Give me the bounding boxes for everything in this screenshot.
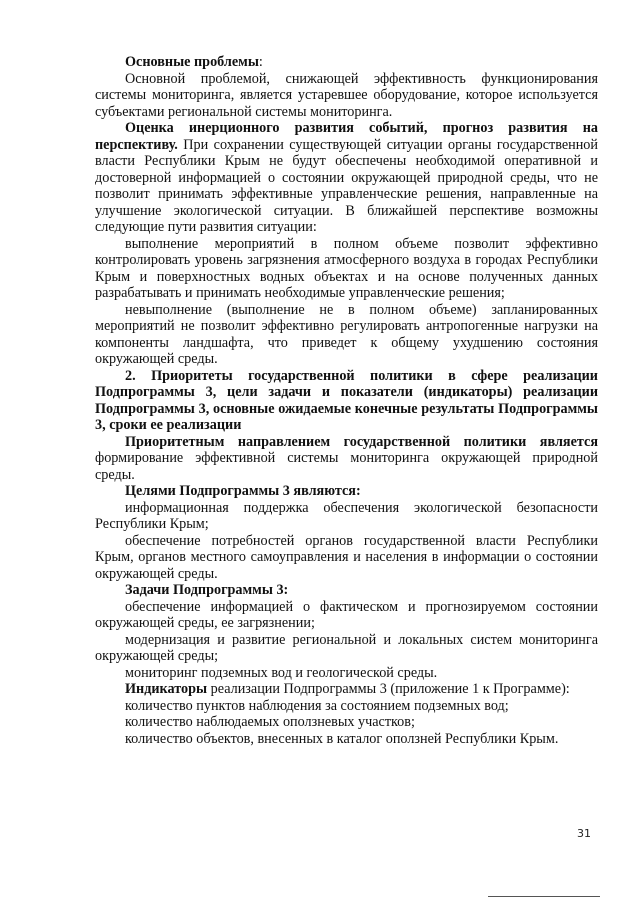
goal-item: обеспечение потребностей органов государственной власти Республики Крым, органов местного самоуправления и населения в информации о состоянии окружающей среды. [95, 532, 598, 582]
indicator-item: количество пунктов наблюдения за состоянием подземных вод; [125, 697, 509, 714]
indicator-item: количество объектов, внесенных в каталог оползней Республики Крым. [125, 730, 559, 747]
main-problems-heading-paragraph [95, 54, 598, 71]
indicators-heading: Индикаторы [125, 681, 208, 697]
priority-text: формирование эффективной системы мониторинга окружающей природной среды. [95, 450, 598, 483]
task-item: модернизация и развитие региональной и локальных систем мониторинга окружающей среды; [95, 631, 598, 664]
indicators-paragraph [95, 681, 598, 698]
indicator-item: количество наблюдаемых оползневых участков; [125, 714, 415, 730]
goal-item: информационная поддержка обеспечения экологической безопасности Республики Крым; [95, 499, 598, 532]
forecast-text: При сохранении существующей ситуации органы государственной власти Республики Крым не будут обеспечены необходимой оперативной и достоверной информацией о состоянии окружающей природной среды, что не позволит принимать эффективные управленческие решения, направленные на улучшение экологической ситуации. В ближайшей перспективе возможны следующие пути развития ситуации: [95, 136, 598, 235]
document-page [95, 54, 598, 747]
main-problems-heading: Основные проблемы [125, 54, 259, 70]
page-number: 31 [577, 827, 591, 840]
main-problems-colon: : [258, 54, 263, 70]
task-item: обеспечение информацией о фактическом и прогнозируемом состоянии окружающей среды, ее загрязнении; [95, 598, 598, 631]
task-item: мониторинг подземных вод и геологической среды. [125, 664, 438, 681]
tasks-heading: Задачи Подпрограммы 3: [125, 582, 289, 598]
section-2-heading: 2. Приоритеты государственной политики в сфере реализации Подпрограммы 3, цели задачи и показатели (индикаторы) реализации Подпрограммы 3, основные ожидаемые конечные результаты Подпрограммы 3, сроки ее реализации [95, 367, 598, 433]
priority-heading: Приоритетным направлением государственной политики является [125, 433, 598, 450]
development-path-1: выполнение мероприятий в полном объеме позволит эффективно контролировать уровень загрязнения атмосферного воздуха в городах Республики Крым и поверхностных водных объектах и на основе полученных данных разрабатывать и принимать необходимые управленческие решения; [95, 235, 598, 301]
forecast-heading: Оценка инерционного развития событий, прогноз развития на перспективу. [95, 120, 598, 153]
forecast-paragraph [95, 120, 598, 236]
main-problems-text: Основной проблемой, снижающей эффективность функционирования системы мониторинга, является устаревшее оборудование, которое используется субъектами региональной системы мониторинга. [95, 70, 598, 120]
indicators-text: реализации Подпрограммы 3 (приложение 1 к Программе): [207, 681, 570, 697]
priority-paragraph [95, 434, 598, 484]
footer-divider [488, 896, 600, 897]
goals-heading: Целями Подпрограммы 3 являются: [125, 483, 361, 499]
development-path-2: невыполнение (выполнение не в полном объеме) запланированных мероприятий не позволит эффективно регулировать антропогенные нагрузки на компоненты ландшафта, что приведет к общему ухудшению состояния окружающей среды. [95, 301, 598, 367]
